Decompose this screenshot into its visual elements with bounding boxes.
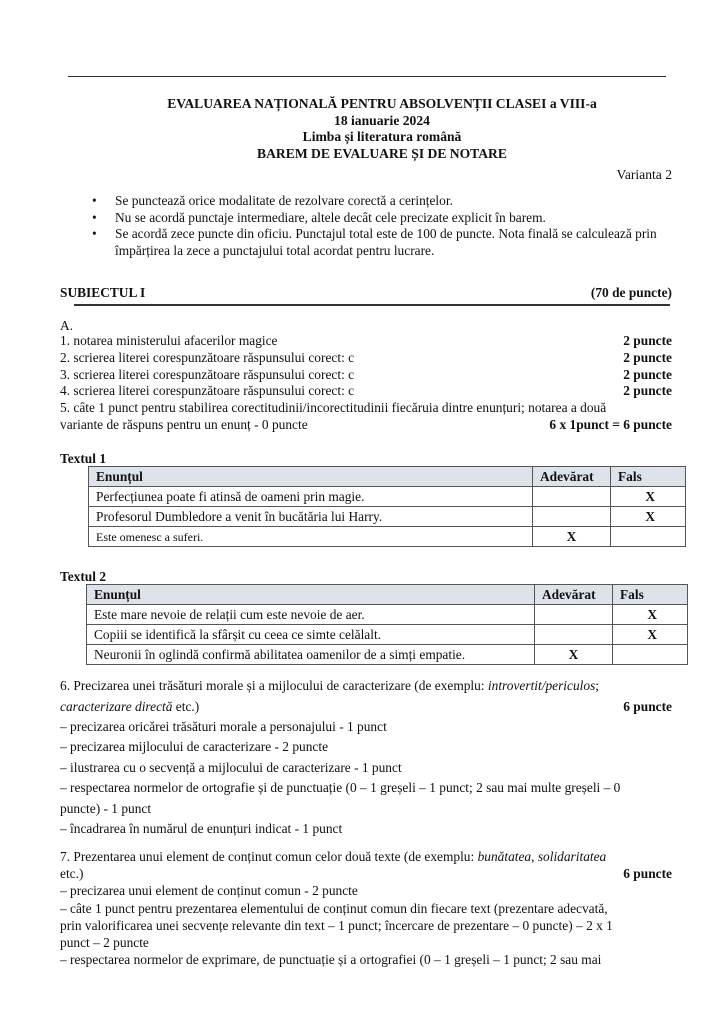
q6-criterion: – precizarea mijlocului de caracterizare - 2 puncte [60,739,329,754]
table-row: Este omenesc a suferi. X [89,527,686,547]
exam-date: 18 ianuarie 2024 [334,112,430,128]
bullet-icon: • [92,193,97,208]
q7-criterion: – câte 1 punct pentru prezentarea elementului de conținut comun din fiecare text (prezentare adecvată, [60,900,608,916]
q6-intro: 6. Precizarea unei trăsături morale și a mijlocului de caracterizare (de exemplu: introvertit/periculos; [60,678,600,693]
q6-criterion: – respectarea normelor de ortografie și de punctuație (0 – 1 greșeli – 1 punct; 2 sau mai multe greșeli – 0 [60,780,621,795]
rule-item: • Nu se acordă punctaje intermediare, altele decât cele precizate explicit în barem. [92,209,546,225]
answer-item-5-line2: variante de răspuns pentru un enunț - 0 puncte 6 x 1punct = 6 puncte [60,416,672,432]
q7-criterion: punct – 2 puncte [60,935,149,951]
subject-title: SUBIECTUL I [60,285,146,300]
header-statement: Enunțul [87,585,535,605]
top-rule [68,76,666,77]
document-title: BAREM DE EVALUARE ȘI DE NOTARE [257,145,507,161]
document-header [0,96,724,162]
question-6 [60,676,672,840]
bullet-icon: • [92,209,97,225]
q6-criterion: – ilustrarea cu o secvență a mijlocului de caracterizare - 1 punct [60,759,402,775]
q7-criterion: – precizarea unui element de conținut comun - 2 puncte [60,883,358,899]
table-row: Copiii se identifică la sfârșit cu ceea ce simte celălalt. X [87,625,688,645]
answer-item: 1. notarea ministerului afacerilor magice 2 puncte [60,333,672,348]
answer-item-5-line1: 5. câte 1 punct pentru stabilirea corectitudinii/incorectitudinii fiecăruia dintre enunțuri; notarea a două [60,400,607,416]
text1-table [88,466,686,547]
header-true: Adevărat [535,585,613,605]
exam-title: EVALUAREA NAȚIONALĂ PENTRU ABSOLVENȚII CLASEI a VIII-a [167,96,597,111]
q6-points: 6 puncte [623,698,672,714]
q7-points: 6 puncte [623,866,672,882]
table-header-row [89,467,686,487]
table-row: Neuronii în oglindă confirmă abilitatea oamenilor de a simți empatie. X [87,645,688,665]
answer-items [60,333,672,434]
text1-label: Textul 1 [60,451,107,466]
table-header-row [87,585,688,605]
q6-criterion: puncte) - 1 punct [60,800,152,816]
table-row: Perfecțiunea poate fi atinsă de oameni prin magie. X [89,487,686,507]
section-label: A. [60,318,74,333]
q6-intro-line2: caracterizare directă etc.) 6 puncte [60,697,672,717]
text2-label: Textul 2 [60,569,107,584]
question-7 [60,848,672,968]
q6-criterion: – precizarea oricărei trăsături morale a personajului - 1 punct [60,718,387,734]
header-false: Fals [613,585,688,605]
answer-item: 4. scrierea literei corespunzătoare răspunsului corect: c 2 puncte [60,383,672,399]
rule-item: • Se punctează orice modalitate de rezolvare corectă a cerințelor. [92,193,453,208]
subject-heading [60,284,672,301]
table-row: Este mare nevoie de relații cum este nevoie de aer. X [87,605,688,625]
answer-item: 2. scrierea literei corespunzătoare răspunsului corect: c 2 puncte [60,349,672,365]
rule-item: • Se acordă zece puncte din oficiu. Punctajul total este de 100 de puncte. Nota finală se calculează prin împărțirea la zece a punctajului total acordat pentru lucrare. [92,226,657,258]
q7-criterion: prin valorificarea unei secvențe relevante din text – 1 punct; încercare de prezentare – 0 puncte) – 2 x 1 [60,917,613,933]
exam-subject: Limba și literatura română [302,129,462,144]
q6-criterion: – încadrarea în numărul de enunțuri indicat - 1 punct [60,821,343,836]
q7-criterion: – respectarea normelor de exprimare, de punctuație și a ortografiei (0 – 1 greșeli – 1 punct; 2 sau mai [60,952,602,968]
general-rules [92,193,692,259]
answer-item: 3. scrierea literei corespunzătoare răspunsului corect: c 2 puncte [60,366,672,382]
q7-intro: 7. Prezentarea unui element de conținut comun celor două texte (de exemplu: bunătatea, solidaritatea [60,849,607,864]
bullet-icon: • [92,226,97,241]
header-true: Adevărat [533,467,611,487]
header-false: Fals [611,467,686,487]
q7-intro-line2: etc.) 6 puncte [60,866,672,882]
variant-label: Varianta 2 [616,167,672,182]
subject-divider [74,304,670,306]
table-row: Profesorul Dumbledore a venit în bucătăria lui Harry. X [89,507,686,527]
header-statement: Enunțul [89,467,533,487]
text2-table [86,584,688,665]
subject-points: (70 de puncte) [590,285,672,300]
